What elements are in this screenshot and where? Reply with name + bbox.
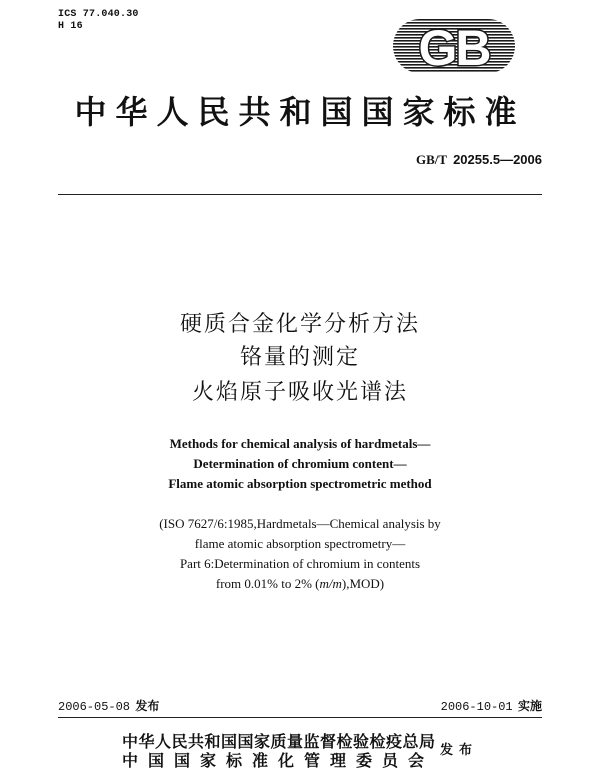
title-cn-line2: 铬量的测定	[239, 345, 360, 370]
iso-line4-post: ),MOD)	[341, 576, 385, 591]
title-en-line3: Flame atomic absorption spectrometric method	[168, 476, 432, 491]
implementation-date-value: 2006-10-01	[440, 700, 513, 714]
issue-date-value: 2006-05-08	[58, 700, 131, 714]
standard-number	[416, 152, 542, 168]
bottom-divider	[58, 717, 542, 718]
issuer-aqsiq: 中华人民共和国国家质量监督检验检疫总局	[122, 732, 436, 751]
iso-reference-line1: (ISO 7627/6:1985,Hardmetals—Chemical analysis by	[159, 516, 441, 531]
top-divider	[58, 194, 542, 195]
ccs-code: H 16	[58, 21, 83, 32]
iso-line4-pre: from 0.01% to 2% (	[215, 576, 320, 591]
standard-prefix: GB/T	[416, 152, 448, 167]
iso-line4-italic: m/m	[319, 576, 342, 591]
issuer-sac: 中国国家标准化管理委员会	[122, 751, 435, 770]
issue-date-label: 发布	[135, 699, 160, 713]
standard-title: 中华人民共和国国家标准	[74, 93, 526, 131]
title-en-line2: Determination of chromium content—	[193, 456, 407, 471]
ics-code: ICS 77.040.30	[58, 9, 139, 20]
issue-date	[58, 699, 159, 715]
implementation-date-label: 实施	[517, 699, 542, 713]
standard-number-value: 20255.5—2006	[453, 152, 542, 167]
iso-reference-line2: flame atomic absorption spectrometry—	[194, 536, 406, 551]
gb-logo-icon	[393, 13, 515, 79]
implementation-date	[441, 699, 542, 715]
title-cn-line1: 硬质合金化学分析方法	[179, 312, 420, 337]
ics-classification	[58, 9, 139, 33]
gb-logo-text: GB	[418, 20, 490, 76]
title-cn-line3: 火焰原子吸收光谱法	[191, 380, 408, 405]
issued-label: 发布	[440, 743, 479, 758]
iso-reference-line4	[0, 576, 600, 592]
iso-reference-line3: Part 6:Determination of chromium in contents	[179, 556, 421, 571]
title-en-line1: Methods for chemical analysis of hardmetals—	[169, 436, 431, 451]
